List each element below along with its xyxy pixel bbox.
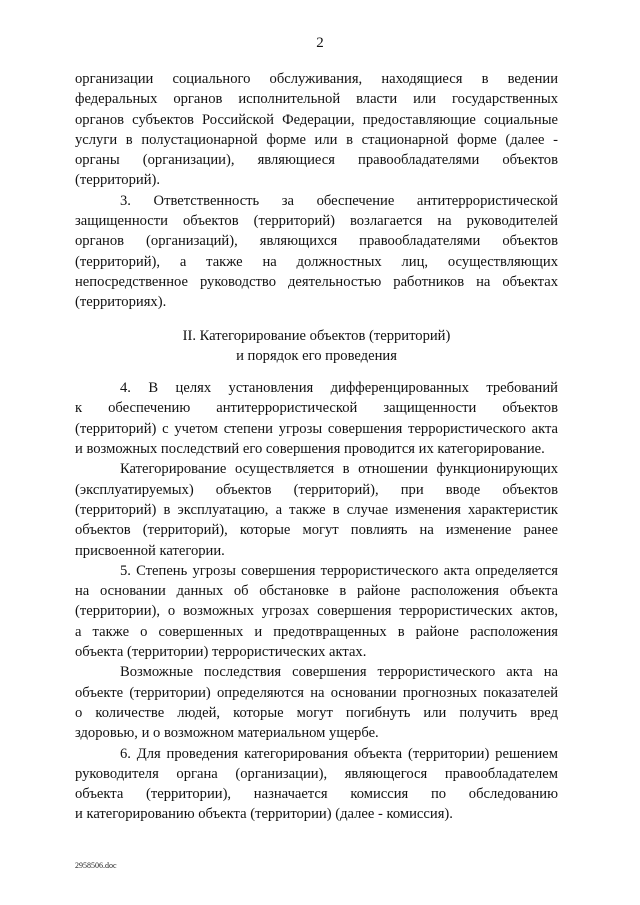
- text-line: о количестве людей, которые могут погибнуть или получить вред: [75, 704, 558, 721]
- text-line: объекте (территории) определяются на основании прогнозных показателей: [75, 684, 558, 701]
- text-line: (территориях).: [75, 294, 167, 311]
- text-line: (территорий), а также на должностных лиц, осуществляющих: [75, 253, 558, 270]
- paragraph-continuation: [75, 69, 558, 191]
- text-line: присвоенной категории.: [75, 542, 225, 559]
- text-line: 6. Для проведения категорирования объекта (территории) решением: [120, 745, 558, 762]
- document-body: [75, 69, 558, 825]
- paragraph-5: [75, 561, 558, 662]
- text-line: здоровью, и о возможном материальном ущербе.: [75, 725, 379, 742]
- text-line: 5. Степень угрозы совершения террористического акта определяется: [120, 562, 558, 579]
- paragraph-categorization: [75, 459, 558, 560]
- text-line: услуги в полустационарной форме или в стационарной форме (далее -: [75, 131, 558, 148]
- text-line: (территорий) с учетом степени угрозы совершения террористического акта: [75, 420, 558, 437]
- text-line: Возможные последствия совершения террористического акта на: [120, 664, 558, 681]
- paragraph-3: [75, 191, 558, 313]
- text-line: и возможных последствий его совершения проводится их категорирование.: [75, 441, 545, 458]
- text-line: 4. В целях установления дифференцированных требований: [120, 380, 558, 397]
- text-line: (территорий) в эксплуатацию, а также в случае изменения характеристик: [75, 501, 558, 518]
- text-line: 3. Ответственность за обеспечение антитеррористической: [120, 192, 558, 209]
- text-line: руководителя органа (организации), являющегося правообладателем: [75, 765, 558, 782]
- section-heading-line: и порядок его проведения: [236, 347, 397, 364]
- text-line: организации социального обслуживания, находящиеся в ведении: [75, 71, 558, 87]
- text-line: органов (организаций), являющихся правообладателями объектов: [75, 233, 558, 250]
- paragraph-4: [75, 378, 558, 459]
- text-line: (эксплуатируемых) объектов (территорий), при вводе объектов: [75, 481, 558, 498]
- footer-filename: 2958506.doc: [75, 861, 117, 870]
- section-heading: [75, 326, 558, 367]
- text-line: органов субъектов Российской Федерации, предоставляющие социальные: [75, 111, 558, 128]
- text-line: к обеспечению антитеррористической защищенности объектов: [75, 400, 558, 417]
- text-line: Категорирование осуществляется в отношении функционирующих: [120, 461, 558, 478]
- page-number: 2: [316, 35, 324, 51]
- text-line: объекта (территории) террористических актах.: [75, 644, 367, 661]
- text-line: непосредственное руководство деятельностью работников на объектах: [75, 273, 558, 290]
- text-line: и категорированию объекта (территории) (далее - комиссия).: [75, 806, 453, 823]
- text-line: на основании данных об обстановке в районе расположения объекта: [75, 583, 558, 600]
- text-line: федеральных органов исполнительной власти или государственных: [75, 91, 558, 108]
- text-line: защищенности объектов (территорий) возлагается на руководителей: [75, 213, 558, 230]
- paragraph-consequences: [75, 662, 558, 743]
- text-line: (территории), о возможных угрозах совершения террористических актов,: [75, 603, 558, 620]
- text-line: а также о совершенных и предотвращенных в районе расположения: [75, 623, 558, 640]
- text-line: органы (организации), являющиеся правообладателями объектов: [75, 152, 558, 169]
- text-line: (территорий).: [75, 172, 161, 189]
- paragraph-6: [75, 744, 558, 825]
- text-line: объекта (территории), назначается комиссия по обследованию: [75, 786, 558, 803]
- text-line: объектов (территорий), которые могут повлиять на изменение ранее: [75, 522, 558, 539]
- section-heading-line: II. Категорирование объектов (территорий): [182, 327, 451, 344]
